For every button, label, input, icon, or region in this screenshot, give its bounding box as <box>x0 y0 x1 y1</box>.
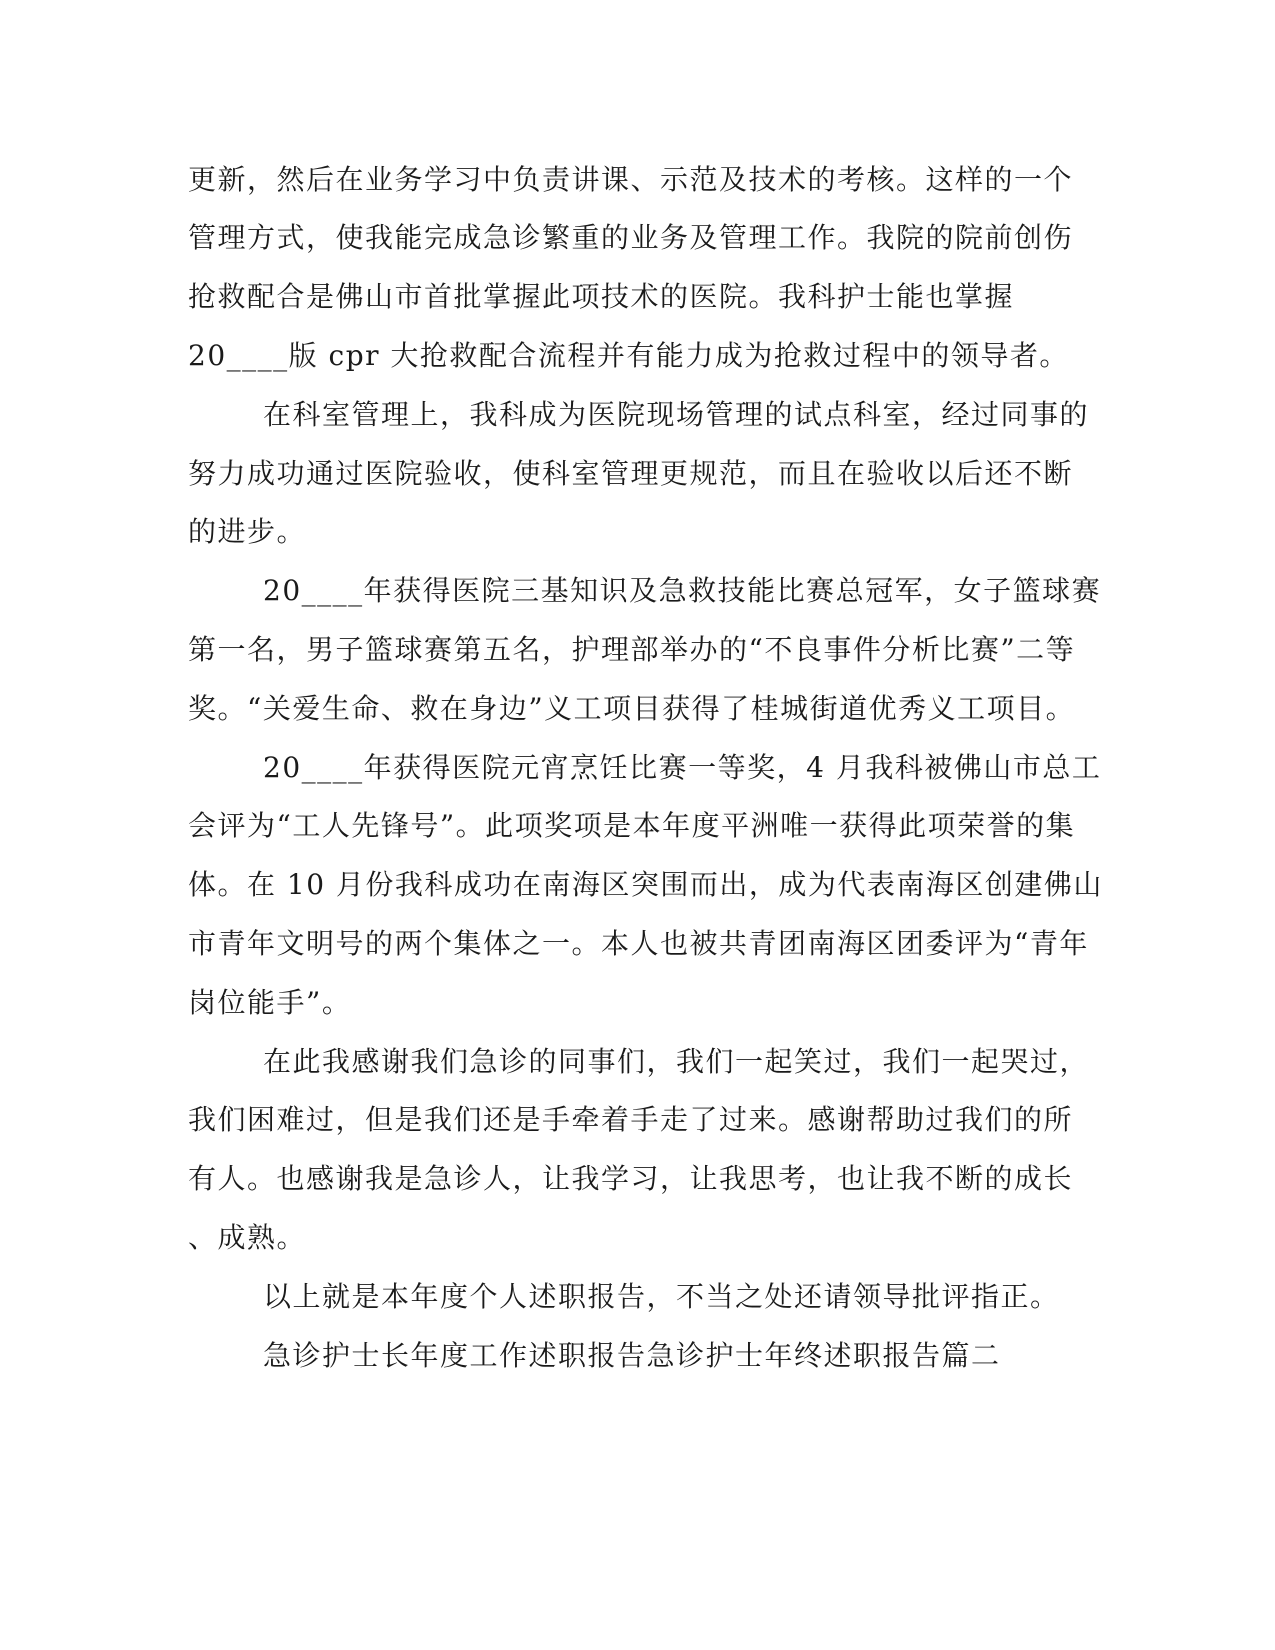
paragraph-start-line: 在科室管理上，我科成为医院现场管理的试点科室，经过同事的 <box>263 398 1090 431</box>
paragraph-start-line: 20____年获得医院元宵烹饪比赛一等奖，4 月我科被佛山市总工 <box>263 751 1102 784</box>
text-line: 抢救配合是佛山市首批掌握此项技术的医院。我科护士能也掌握 <box>188 280 1015 313</box>
text-line: 管理方式，使我能完成急诊繁重的业务及管理工作。我院的院前创伤 <box>188 221 1074 254</box>
text-line: 会评为“工人先锋号”。此项奖项是本年度平洲唯一获得此项荣誉的集 <box>188 809 1076 842</box>
text-line: 岗位能手”。 <box>188 986 352 1019</box>
paragraph-start-line: 在此我感谢我们急诊的同事们，我们一起笑过，我们一起哭过， <box>263 1045 1090 1078</box>
text-line: 、成熟。 <box>188 1221 307 1254</box>
paragraph-start-line: 20____年获得医院三基知识及急救技能比赛总冠军，女子篮球赛 <box>263 574 1102 607</box>
text-line: 奖。“关爱生命、救在身边”义工项目获得了桂城街道优秀义工项目。 <box>188 692 1076 725</box>
text-line: 有人。也感谢我是急诊人，让我学习，让我思考，也让我不断的成长 <box>188 1162 1074 1195</box>
paragraph-start-line: 以上就是本年度个人述职报告，不当之处还请领导批评指正。 <box>263 1280 1060 1313</box>
text-line: 的进步。 <box>188 515 307 548</box>
text-line: 市青年文明号的两个集体之一。本人也被共青团南海区团委评为“青年 <box>188 927 1089 960</box>
text-line: 我们困难过，但是我们还是手牵着手走了过来。感谢帮助过我们的所 <box>188 1103 1074 1136</box>
text-line: 20____版 cpr 大抢救配合流程并有能力成为抢救过程中的领导者。 <box>188 339 1069 372</box>
section-heading-line: 急诊护士长年度工作述职报告急诊护士年终述职报告篇二 <box>263 1339 1001 1372</box>
text-line: 体。在 10 月份我科成功在南海区突围而出，成为代表南海区创建佛山 <box>188 868 1103 901</box>
text-line: 第一名，男子篮球赛第五名，护理部举办的“不良事件分析比赛”二等 <box>188 633 1076 666</box>
text-line: 更新，然后在业务学习中负责讲课、示范及技术的考核。这样的一个 <box>188 163 1074 196</box>
text-line: 努力成功通过医院验收，使科室管理更规范，而且在验收以后还不断 <box>188 457 1074 490</box>
